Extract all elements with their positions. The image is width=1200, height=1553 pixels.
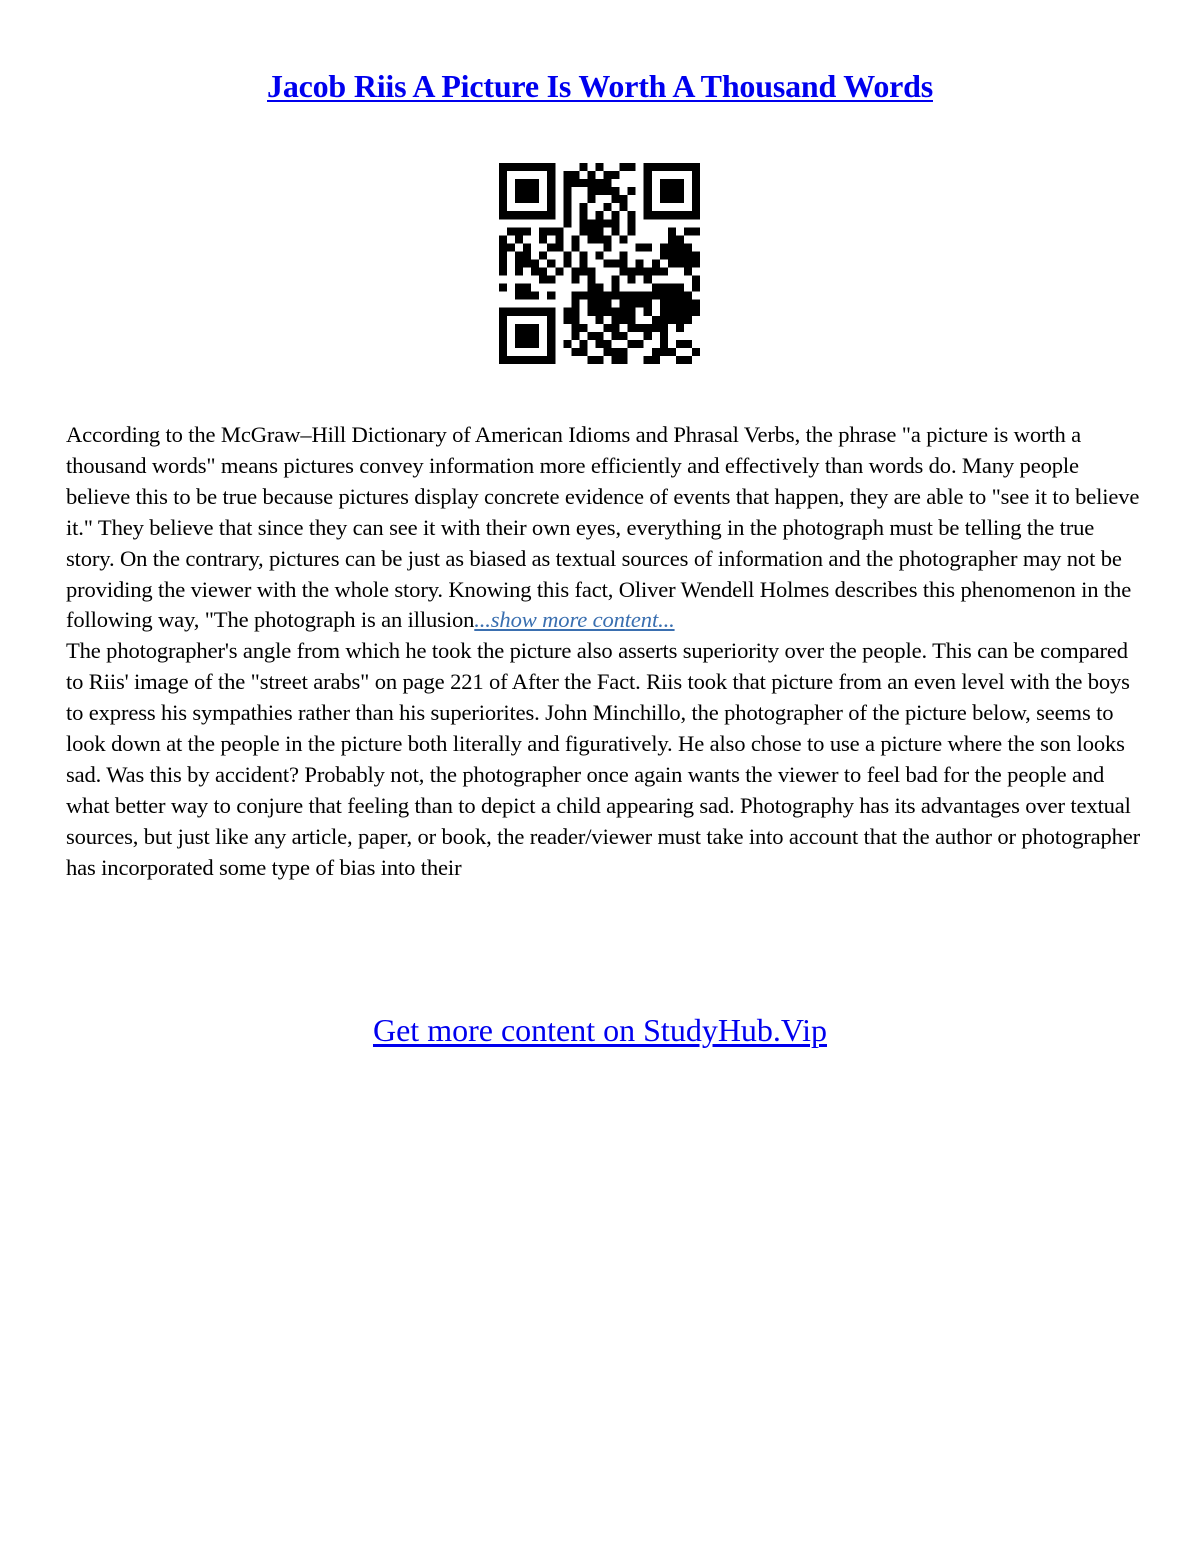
qr-code-icon [499, 163, 700, 364]
page-title[interactable]: Jacob Riis A Picture Is Worth A Thousand Words [267, 68, 933, 104]
paragraph-2: The photographer's angle from which he took the picture also asserts superiority over the people. This can be compared to Riis' image of the "street arabs" on page 221 of After the Fact. Riis took that picture from an even level with the boys to express his sympathies rather than his superiorites. John Minchillo, the photographer of the picture below, seems to look down at the people in the picture both literally and figuratively. He also chose to use a picture where the son looks sad. Was this by accident? Probably not, the photographer once again wants the viewer to feel bad for the people and what better way to conjure that feeling than to depict a child appearing sad. Photography has its advantages over textual sources, but just like any article, paper, or book, the reader/viewer must take into account that the author or photographer has incorporated some type of bias into their [66, 638, 1141, 880]
paragraph-1-text: According to the McGraw–Hill Dictionary of American Idioms and Phrasal Verbs, the phrase "a picture is worth a thousand words" means pictures convey information more efficiently and effectively than words do. Many people believe this to be true because pictures display concrete evidence of events that happen, they are able to "see it to believe it." They believe that since they can see it with their own eyes, everything in the photograph must be telling the true story. On the contrary, pictures can be just as biased as textual sources of information and the photographer may not be providing the viewer with the whole story. Knowing this fact, Oliver Wendell Holmes describes this phenomenon in the following way, "The photograph is an illusion [66, 422, 1140, 633]
show-more-link[interactable]: ...show more content... [474, 607, 675, 633]
paragraph-1 [66, 420, 1146, 636]
article-body [66, 420, 1146, 884]
get-more-content-link[interactable]: Get more content on StudyHub.Vip [372, 1012, 827, 1048]
